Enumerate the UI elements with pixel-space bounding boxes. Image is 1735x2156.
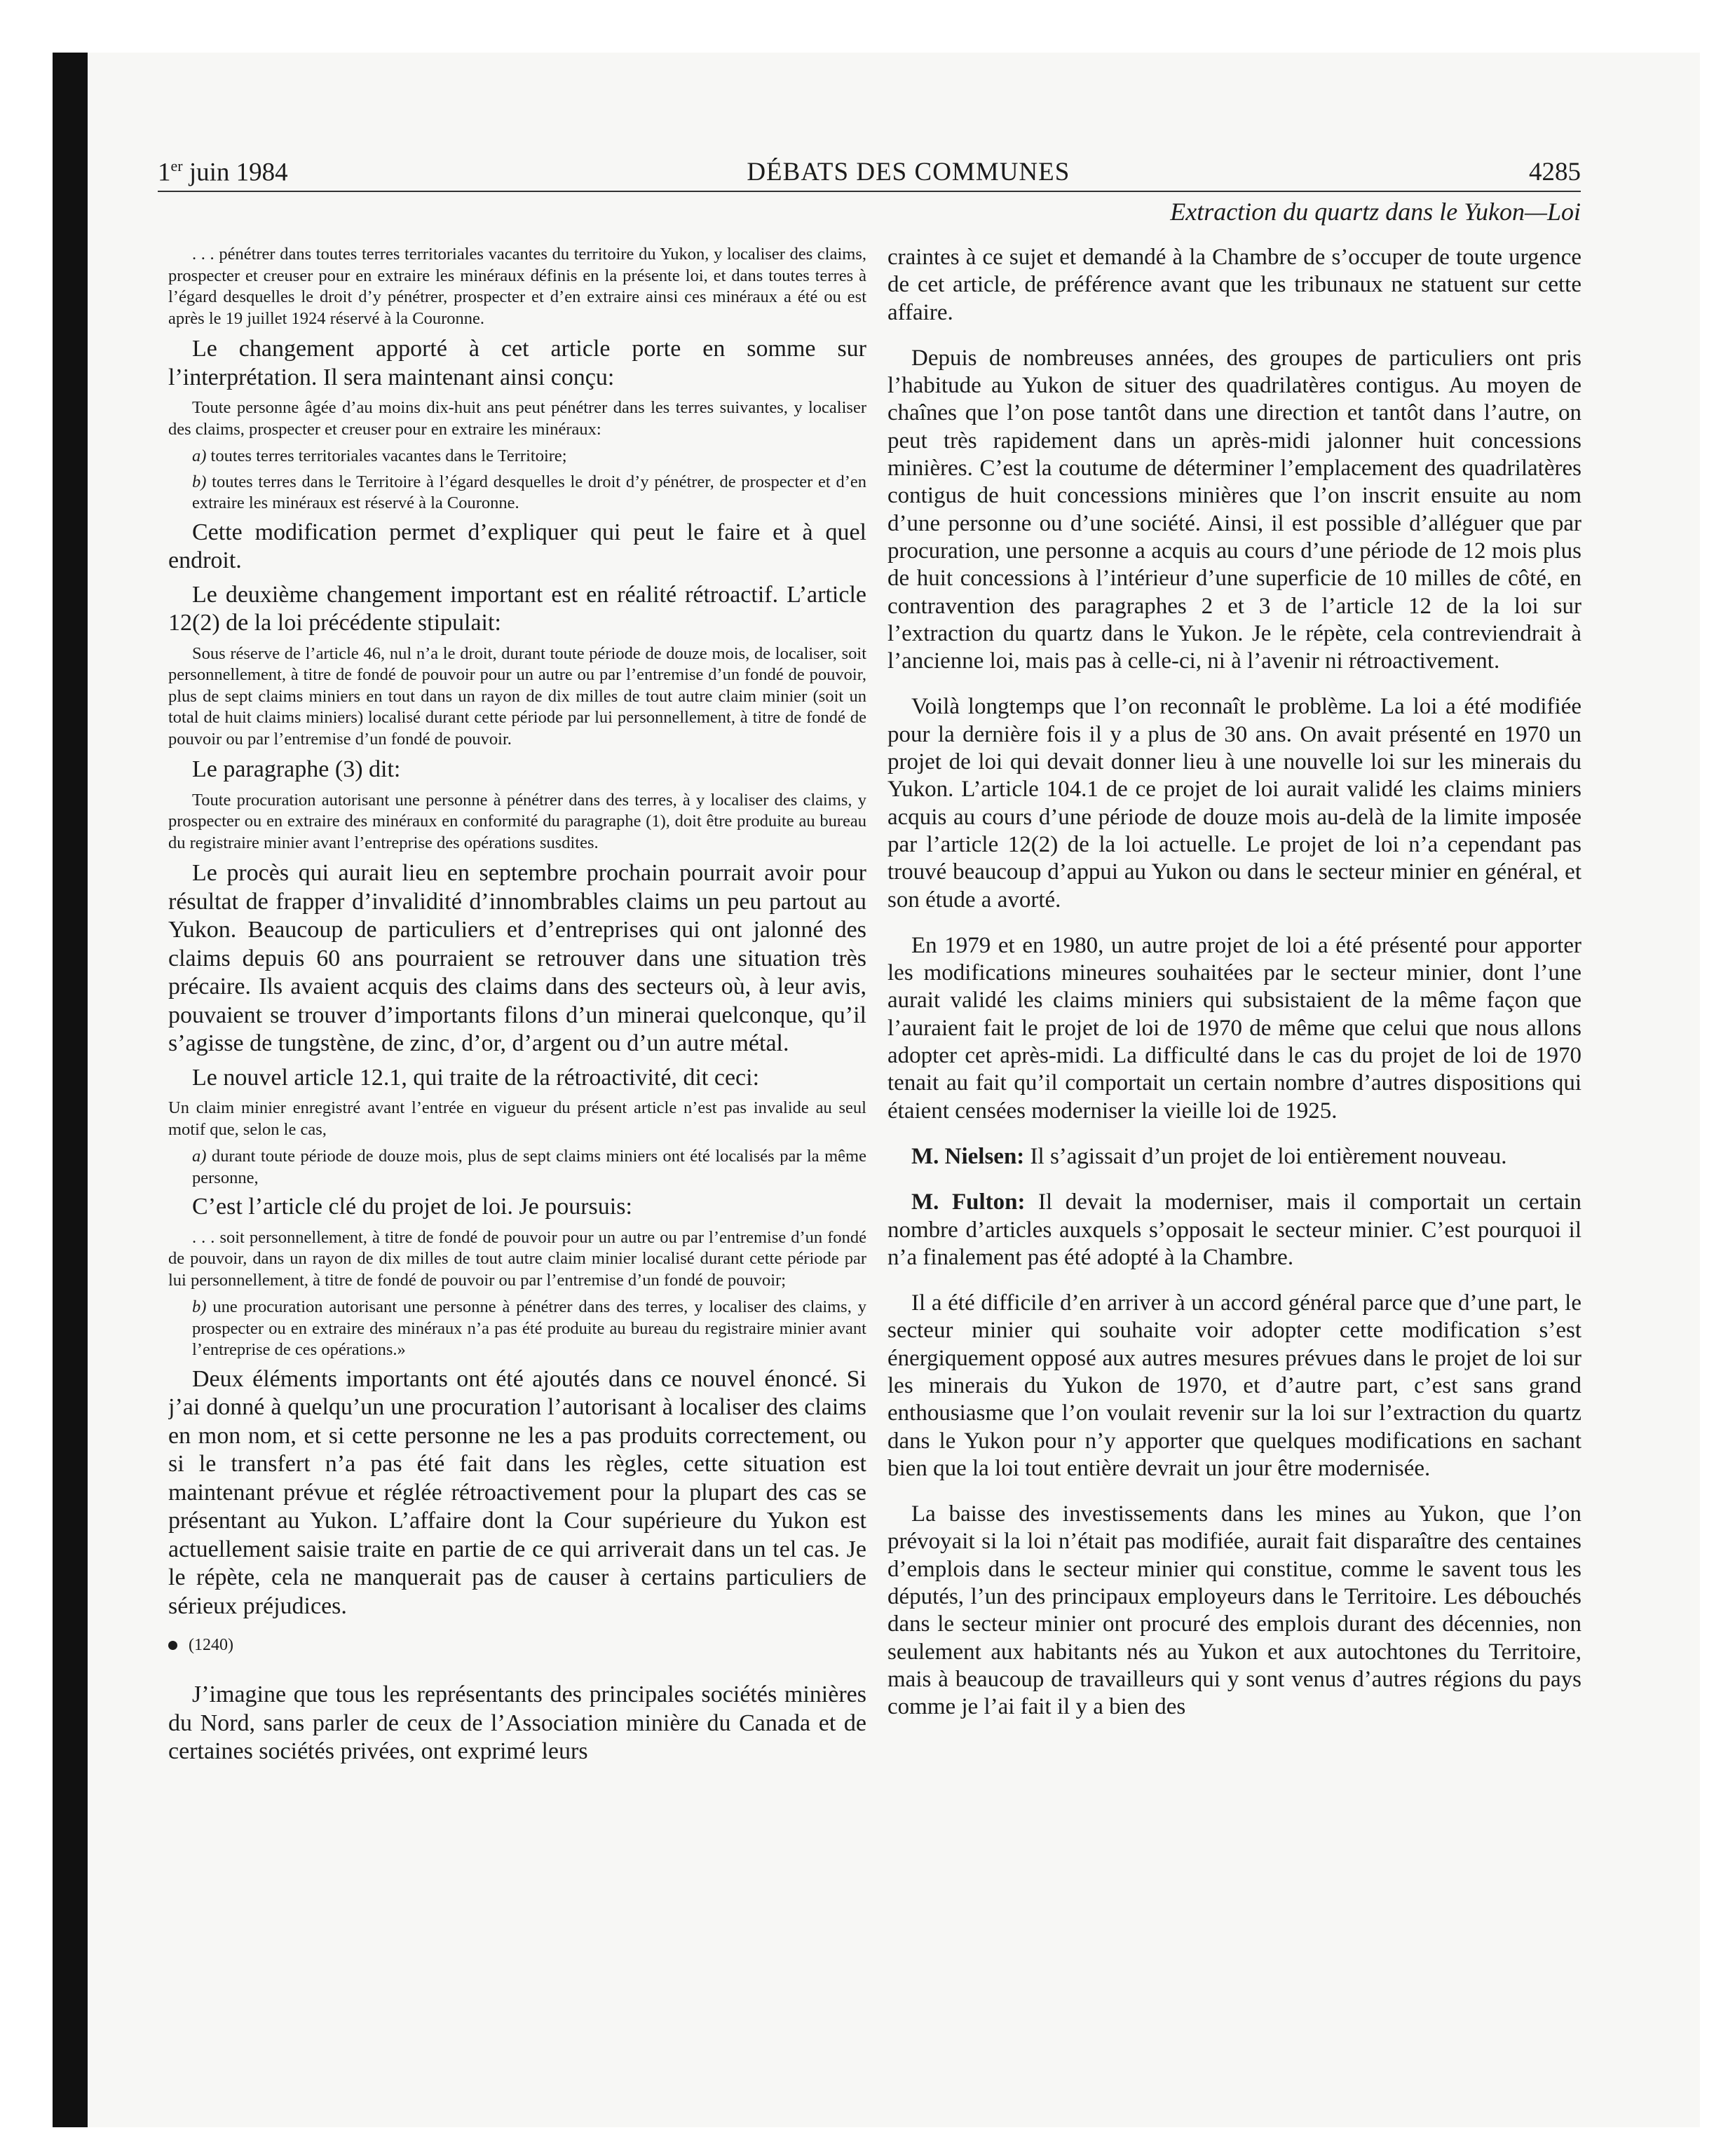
subitem-text: durant toute période de douze mois, plus de sept claims miniers ont été localisés par la même personne, bbox=[192, 1147, 866, 1187]
subitem-text: une procuration autorisant une personne à pénétrer dans des terres, y localiser des claims, y prospecter ou en extraire des minéraux n’a pas été produite au bureau du registraire minier avant l’entreprise de ces opérations.» bbox=[192, 1297, 866, 1359]
scan-edge bbox=[53, 53, 88, 2127]
speaker-name: M. Fulton: bbox=[911, 1189, 1026, 1215]
quote-subitem bbox=[168, 1146, 866, 1189]
quote-paragraph: Un claim minier enregistré avant l’entrée en vigueur du présent article n’est pas invalide au seul motif que, selon le cas, bbox=[168, 1098, 866, 1139]
subitem-label: a) bbox=[192, 1147, 207, 1166]
subitem-label: b) bbox=[192, 1297, 207, 1316]
body-paragraph: J’imagine que tous les représentants des principales sociétés minières du Nord, sans parler de ceux de l’Association minière du Canada et de certaines sociétés privées, ont exprimé leurs bbox=[168, 1681, 866, 1764]
page-header bbox=[158, 147, 1581, 192]
body-paragraph: Deux éléments importants ont été ajoutés dans ce nouvel énoncé. Si j’ai donné à quelqu’un une procuration l’autorisant à localiser des claims en mon nom, et si cette personne ne les a pas produits correctement, ou si le transfert n’a pas été fait dans les règles, cette situation est maintenant prévue et réglée rétroactivement pour la plupart des cas se présentant au Yukon. L’affaire dont la Cour supérieure du Yukon est actuellement saisie traite en partie de ce qui arriverait dans un tel cas. Je le répète, cela ne manquerait pas de causer à certains particuliers de sérieux préjudices. bbox=[168, 1365, 866, 1619]
subitem-label: b) bbox=[192, 472, 207, 491]
header-date-rest: juin 1984 bbox=[182, 158, 288, 186]
running-title: Extraction du quartz dans le Yukon—Loi bbox=[1170, 198, 1581, 226]
body-paragraph: Le paragraphe (3) dit: bbox=[192, 756, 401, 782]
body-paragraph: Il a été difficile d’en arriver à un accord général parce que d’une part, le secteur minier qui souhaite voir adopter cette modification s’est énergiquement opposé aux autres mesures prévues dans le projet de loi sur les minerais du Yukon de 1970, et d’autre part, c’est sans grand enthousiasme que l’on voulait revenir sur la loi sur l’extraction du quartz dans le Yukon pour n’y apporter que quelques modifications en sachant bien que la loi tout entière devrait un jour être modernisée. bbox=[887, 1290, 1581, 1481]
quote-paragraph: Toute personne âgée d’au moins dix-huit ans peut pénétrer dans les terres suivantes, y localiser des claims, prospecter et creuser pour en extraire les minéraux: bbox=[168, 398, 866, 439]
subitem-label: a) bbox=[192, 446, 207, 465]
quote-subitem bbox=[168, 1297, 866, 1361]
left-column bbox=[168, 244, 866, 2066]
bullet-icon bbox=[168, 1641, 177, 1650]
speech-paragraph bbox=[887, 1189, 1581, 1271]
body-paragraph: Cette modification permet d’expliquer qui peut le faire et à quel endroit. bbox=[168, 519, 866, 573]
quote-paragraph: Sous réserve de l’article 46, nul n’a le droit, durant toute période de douze mois, de localiser, soit personnellement, à titre de fondé de pouvoir pour un autre ou par l’entremise d’un fondé de pouvoir, plus de sept claims miniers en tout dans un rayon de dix milles de tout autre claim minier (soit un total de huit claims miniers) localisé durant cette période par lui personnellement, à titre de fondé de pouvoir ou par l’entremise d’un fondé de pouvoir. bbox=[168, 643, 866, 749]
quote-paragraph: Toute procuration autorisant une personne à pénétrer dans des terres, à y localiser des claims, y prospecter ou en extraire des minéraux en conformité du paragraphe (1), doit être produite au bureau du registraire minier avant l’entreprise des opérations susdites. bbox=[168, 790, 866, 852]
header-date bbox=[158, 151, 288, 188]
body-paragraph: La baisse des investissements dans les mines au Yukon, que l’on prévoyait si la loi n’était pas modifiée, aurait fait disparaître des centaines d’emplois dans le secteur minier qui constitue, comme le savent tous les députés, l’un des principaux employeurs dans le Territoire. Les débouchés dans le secteur minier ont procuré des emplois durant des décennies, non seulement aux habitants nés au Yukon et aux autochtones du Territoire, mais à beaucoup de travailleurs qui y sont venus d’autres régions du pays comme je l’ai fait il y a bien des bbox=[887, 1501, 1581, 1720]
body-paragraph: Le deuxième changement important est en réalité rétroactif. L’article 12(2) de la loi précédente stipulait: bbox=[168, 581, 866, 636]
subitem-text: toutes terres territoriales vacantes dans le Territoire; bbox=[206, 446, 567, 465]
body-paragraph: C’est l’article clé du projet de loi. Je poursuis: bbox=[192, 1194, 632, 1220]
body-paragraph: En 1979 et en 1980, un autre projet de loi a été présenté pour apporter les modifications mineures souhaitées par le secteur minier, dont l’une aurait validé les claims miniers qui subsistaient de la même façon que l’auraient fait le projet de loi de 1970 de même que celui que nous allons adopter cet après-midi. La difficulté dans le cas du projet de loi de 1970 tenait au fait qu’il comportait un certain nombre d’autres dispositions qui étaient censées moderniser la vieille loi de 1925. bbox=[887, 932, 1581, 1124]
body-paragraph: Depuis de nombreuses années, des groupes de particuliers ont pris l’habitude au Yukon de situer des quadrilatères contigus. Au moyen de chaînes que l’on pose tantôt dans une direction et tantôt dans l’autre, on peut très rapidement dans un après-midi jalonner huit concessions minières. C’est la coutume de déterminer l’emplacement des quadrilatères contigus de huit concessions minières que l’on inscrit ensuite au nom d’une personne ou d’une société. Ainsi, il est possible d’alléguer que par procuration, une personne a acquis au cours d’une période de 12 mois plus de huit concessions à l’intérieur d’une superficie de 10 milles de côté, en contravention des paragraphes 2 et 3 de l’article 12 de la loi sur l’extraction du quartz dans le Yukon. Je le répète, cela contreviendrait à l’ancienne loi, mais pas à celle-ci, ni à l’avenir ni rétroactivement. bbox=[887, 345, 1581, 674]
header-date-day: 1 bbox=[158, 158, 171, 186]
time-marker bbox=[168, 1635, 866, 1656]
body-paragraph: Le procès qui aurait lieu en septembre prochain pourrait avoir pour résultat de frapper d’invalidité d’innombrables claims un peu partout au Yukon. Beaucoup de particuliers et d’entreprises qui ont jalonné des claims depuis 60 ans pourraient se retrouver dans une situation très précaire. Ils avaient acquis des claims dans des secteurs où, à leur avis, pouvaient se trouver d’importants filons d’un minerai quelconque, qu’il s’agisse de tungstène, de zinc, d’or, d’argent ou d’un autre métal. bbox=[168, 860, 866, 1056]
body-paragraph: Voilà longtemps que l’on reconnaît le problème. La loi a été modifiée pour la dernière fois il y a plus de 30 ans. On avait présenté en 1970 un projet de loi qui devait donner lieu à une nouvelle loi sur les minerais du Yukon. L’article 104.1 de ce projet de loi aurait validé les claims miniers acquis au cours d’une période de douze mois au-delà de la limite imposée par l’article 12(2) de la loi actuelle. Le projet de loi n’a cependant pas trouvé beaucoup d’appui au Yukon ou dans le secteur minier en général, et son étude a avorté. bbox=[887, 694, 1581, 913]
speech-text: Il devait la moderniser, mais il comportait un certain nombre d’articles auxquels s’opposait le secteur minier. C’est pourquoi il n’a finalement pas été adopté à la Chambre. bbox=[887, 1189, 1581, 1270]
header-date-sup: er bbox=[170, 156, 183, 175]
quote-paragraph: . . . soit personnellement, à titre de fondé de pouvoir pour un autre ou par l’entremise d’un fondé de pouvoir, dans un rayon de dix milles de tout autre claim minier localisé durant cette période par lui personnellement, à titre de fondé de pouvoir ou par l’entremise d’un fondé de pouvoir; bbox=[168, 1227, 866, 1290]
speech-paragraph bbox=[887, 1143, 1581, 1171]
speech-text: Il s’agissait d’un projet de loi entièrement nouveau. bbox=[1024, 1143, 1507, 1169]
header-title: DÉBATS DES COMMUNES bbox=[747, 158, 1070, 186]
right-column bbox=[887, 244, 1581, 2066]
body-paragraph: Le nouvel article 12.1, qui traite de la rétroactivité, dit ceci: bbox=[192, 1064, 760, 1091]
quote-subitem bbox=[168, 472, 866, 514]
time-marker-text: (1240) bbox=[189, 1636, 233, 1654]
speaker-name: M. Nielsen: bbox=[911, 1143, 1025, 1169]
body-paragraph: craintes à ce sujet et demandé à la Chambre de s’occuper de toute urgence de cet article, de préférence avant que les tribunaux ne statuent sur cette affaire. bbox=[887, 245, 1581, 325]
subitem-text: toutes terres dans le Territoire à l’égard desquelles le droit d’y pénétrer, de prospecter et d’en extraire les minéraux est réservé à la Couronne. bbox=[192, 472, 866, 512]
page-number: 4285 bbox=[1528, 158, 1581, 186]
body-paragraph: Le changement apporté à cet article porte en somme sur l’interprétation. Il sera maintenant ainsi conçu: bbox=[168, 336, 866, 390]
quote-paragraph: . . . pénétrer dans toutes terres territoriales vacantes du territoire du Yukon, y localiser des claims, prospecter et creuser pour en extraire les minéraux définis en la présente loi, et dans toutes terres à l’égard desquelles le droit d’y pénétrer, prospecter et d’en extraire ainsi ces minéraux a été ou est après le 19 juillet 1924 réservé à la Couronne. bbox=[168, 245, 866, 328]
quote-subitem bbox=[168, 446, 866, 468]
